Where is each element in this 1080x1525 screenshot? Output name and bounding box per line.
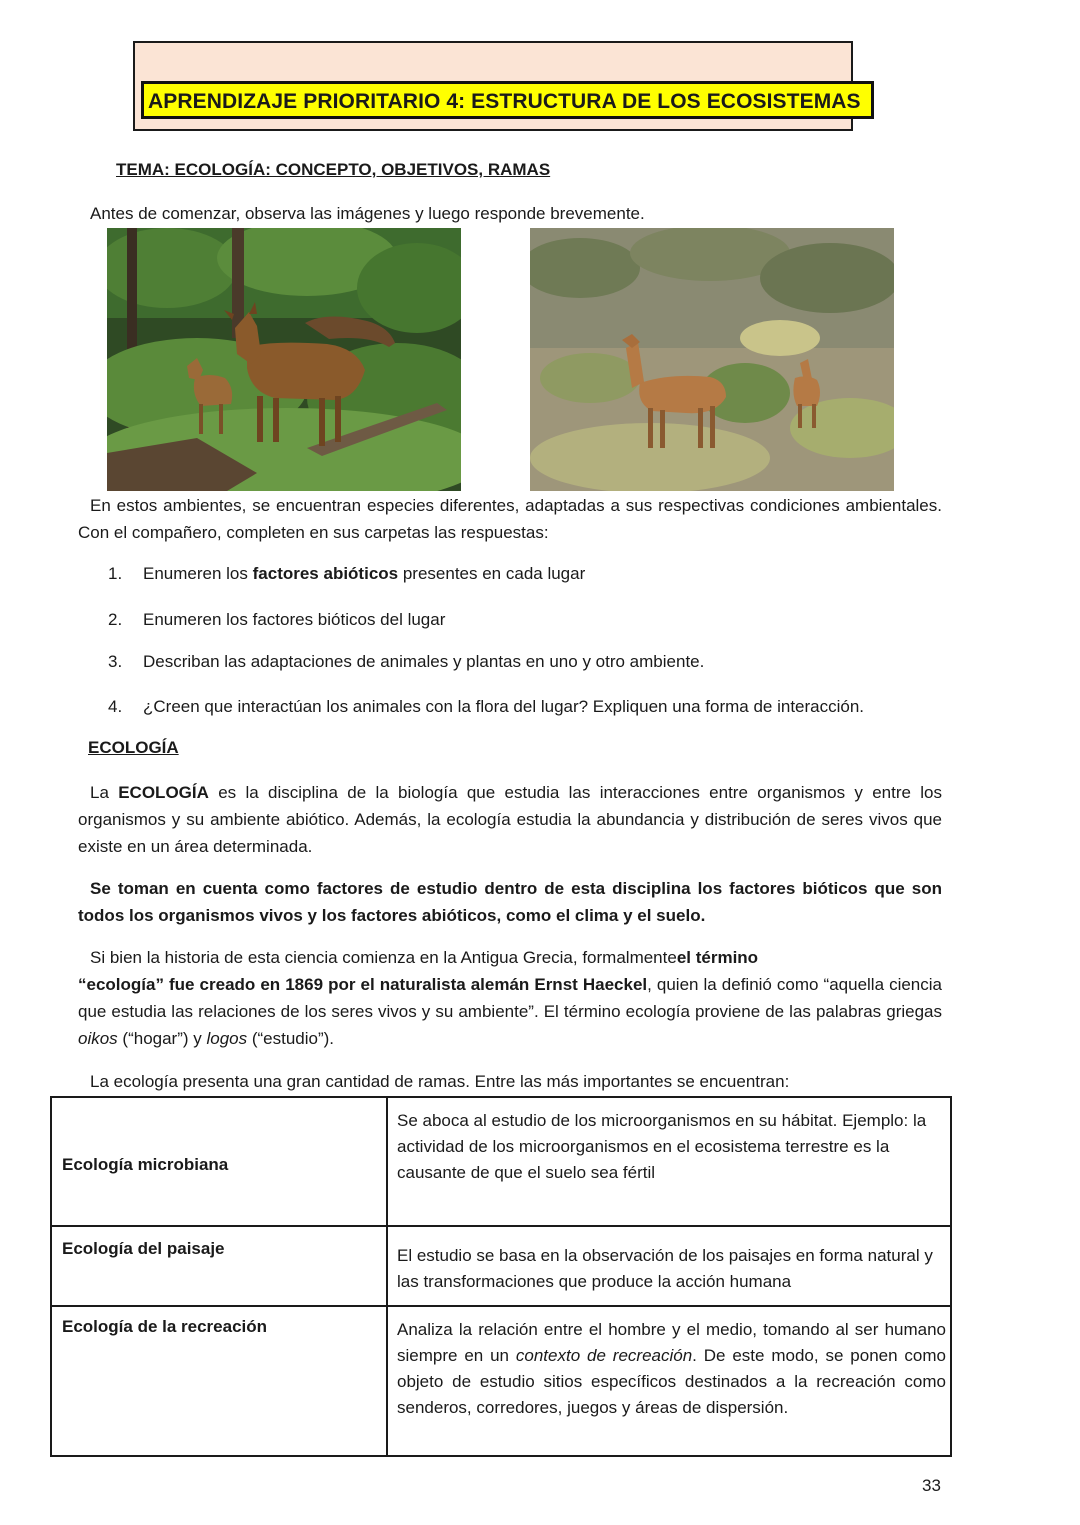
list-item: 1. Enumeren los factores abióticos presentes en cada lugar <box>108 564 586 583</box>
list-item: 3. Describan las adaptaciones de animales y plantas en uno y otro ambiente. <box>108 652 705 671</box>
list-item: 4. ¿Creen que interactúan los animales con la flora del lugar? Expliquen una forma de interacción. <box>108 697 865 716</box>
table-row <box>51 1097 951 1226</box>
factors-paragraph: Se toman en cuenta como factores de estudio dentro de esta disciplina los factores bióticos que son todos los organismos vivos y los factores abióticos, como el clima y el suelo. <box>78 879 942 925</box>
definition-paragraph: La ECOLOGÍA es la disciplina de la biología que estudia las interacciones entre organismos y entre los organismos y su ambiente abiótico. Además, la ecología estudia la abundancia y distribución de seres vivos que existe en un área determinada. <box>78 783 942 856</box>
list-item: 2. Enumeren los factores bióticos del lugar <box>108 610 446 629</box>
ecologia-heading: ECOLOGÍA <box>88 738 179 757</box>
deer-forest-photo <box>107 228 461 491</box>
page-number: 33 <box>922 1476 941 1495</box>
environments-paragraph: En estos ambientes, se encuentran especies diferentes, adaptadas a sus respectivas condiciones ambientales. Con el compañero, completen en sus carpetas las respuestas: <box>78 496 942 542</box>
branches-table <box>50 1096 952 1457</box>
branch-description: Analiza la relación entre el hombre y el medio, tomando al ser humano siempre en un contexto de recreación. De este modo, se ponen como objeto de estudio sitios específicos destinados a la recreación como senderos, corredores, juegos y áreas de dispersión. <box>397 1320 946 1417</box>
branches-intro: La ecología presenta una gran cantidad de ramas. Entre las más importantes se encuentran: <box>90 1072 790 1091</box>
table-row <box>51 1306 951 1456</box>
branch-name: Ecología de la recreación <box>62 1317 268 1336</box>
branch-description: El estudio se basa en la observación de los paisajes en forma natural y las transformaciones que produce la acción humana <box>397 1246 933 1291</box>
branch-name: Ecología microbiana <box>62 1155 229 1174</box>
branch-name: Ecología del paisaje <box>62 1239 225 1258</box>
page-title: APRENDIZAJE PRIORITARIO 4: ESTRUCTURA DE LOS ECOSISTEMAS <box>141 81 874 119</box>
branch-description: Se aboca al estudio de los microorganismos en su hábitat. Ejemplo: la actividad de los microorganismos en el ecosistema terrestre es la causante de que el suelo sea fértil <box>397 1111 927 1182</box>
table-row <box>51 1226 951 1306</box>
intro-text: Antes de comenzar, observa las imágenes y luego responde brevemente. <box>90 204 645 223</box>
title-banner <box>133 41 861 131</box>
topic-heading: TEMA: ECOLOGÍA: CONCEPTO, OBJETIVOS, RAMAS <box>116 160 551 179</box>
guanaco-steppe-photo <box>530 228 894 491</box>
history-paragraph: Si bien la historia de esta ciencia comienza en la Antigua Grecia, formalmenteel término “ecología” fue creado en 1869 por el naturalista alemán Ernst Haeckel, quien la definió como “aquella ciencia que estudia las relaciones de los seres vivos y su ambiente”. El término ecología proviene de las palabras griegas oikos (“hogar”) y logos (“estudio”). <box>78 948 942 1048</box>
